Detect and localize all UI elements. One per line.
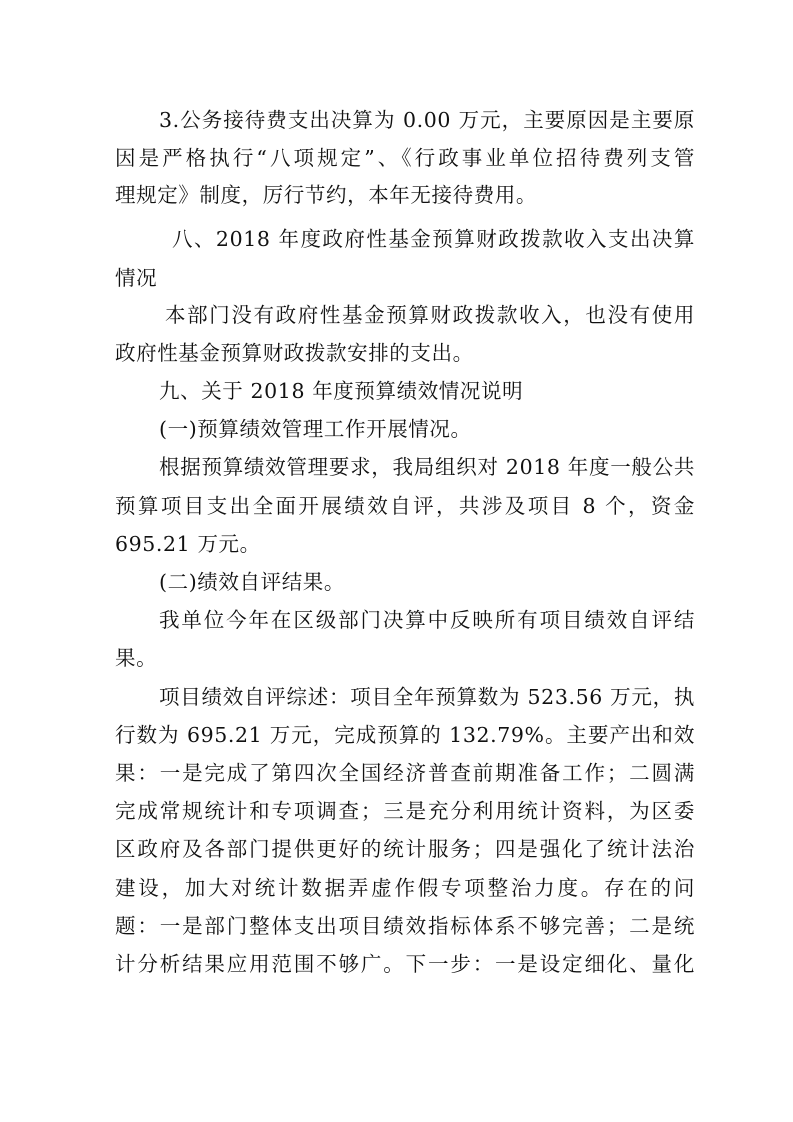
paragraph-line: 预算项目支出全面开展绩效自评，共涉及项目 8 个，资金 [115, 494, 695, 518]
section-heading-line: 九、关于 2018 年度预算绩效情况说明 [159, 379, 524, 403]
paragraph-line: 计分析结果应用范围不够广。下一步：一是设定细化、量化 [115, 952, 695, 976]
subheading-line: (二)绩效自评结果。 [159, 570, 345, 594]
paragraph-line: 本部门没有政府性基金预算财政拨款收入，也没有使用 [165, 303, 695, 327]
paragraph-line: 果。 [115, 646, 158, 670]
paragraph-line: 根据预算绩效管理要求，我局组织对 2018 年度一般公共 [159, 455, 695, 479]
paragraph-line: 因是严格执行“八项规定”、《行政事业单位招待费列支管 [115, 146, 695, 170]
paragraph-line: 行数为 695.21 万元，完成预算的 132.79%。主要产出和效 [115, 723, 695, 747]
paragraph-line: 政府性基金预算财政拨款安排的支出。 [115, 341, 474, 365]
paragraph-line: 区政府及各部门提供更好的统计服务；四是强化了统计法治 [115, 837, 695, 861]
section-heading-line: 情况 [115, 266, 158, 290]
paragraph-line: 建设，加大对统计数据弄虚作假专项整治力度。存在的问 [115, 876, 695, 900]
paragraph-line: 项目绩效自评综述：项目全年预算数为 523.56 万元，执 [159, 685, 695, 709]
section-heading-line: 八、2018 年度政府性基金预算财政拨款收入支出决算 [172, 227, 695, 251]
paragraph-line: 695.21 万元。 [115, 532, 261, 556]
subheading-line: (一)预算绩效管理工作开展情况。 [159, 417, 472, 441]
paragraph-line: 完成常规统计和专项调查；三是充分利用统计资料，为区委 [115, 799, 695, 823]
paragraph-line: 3.公务接待费支出决算为 0.00 万元，主要原因是主要原 [159, 108, 695, 132]
paragraph-line: 我单位今年在区级部门决算中反映所有项目绩效自评结 [159, 608, 695, 632]
paragraph-line: 题：一是部门整体支出项目绩效指标体系不够完善；二是统 [115, 914, 695, 938]
paragraph-line: 理规定》制度，厉行节约，本年无接待费用。 [115, 183, 537, 207]
paragraph-line: 果：一是完成了第四次全国经济普查前期准备工作；二圆满 [115, 761, 695, 785]
